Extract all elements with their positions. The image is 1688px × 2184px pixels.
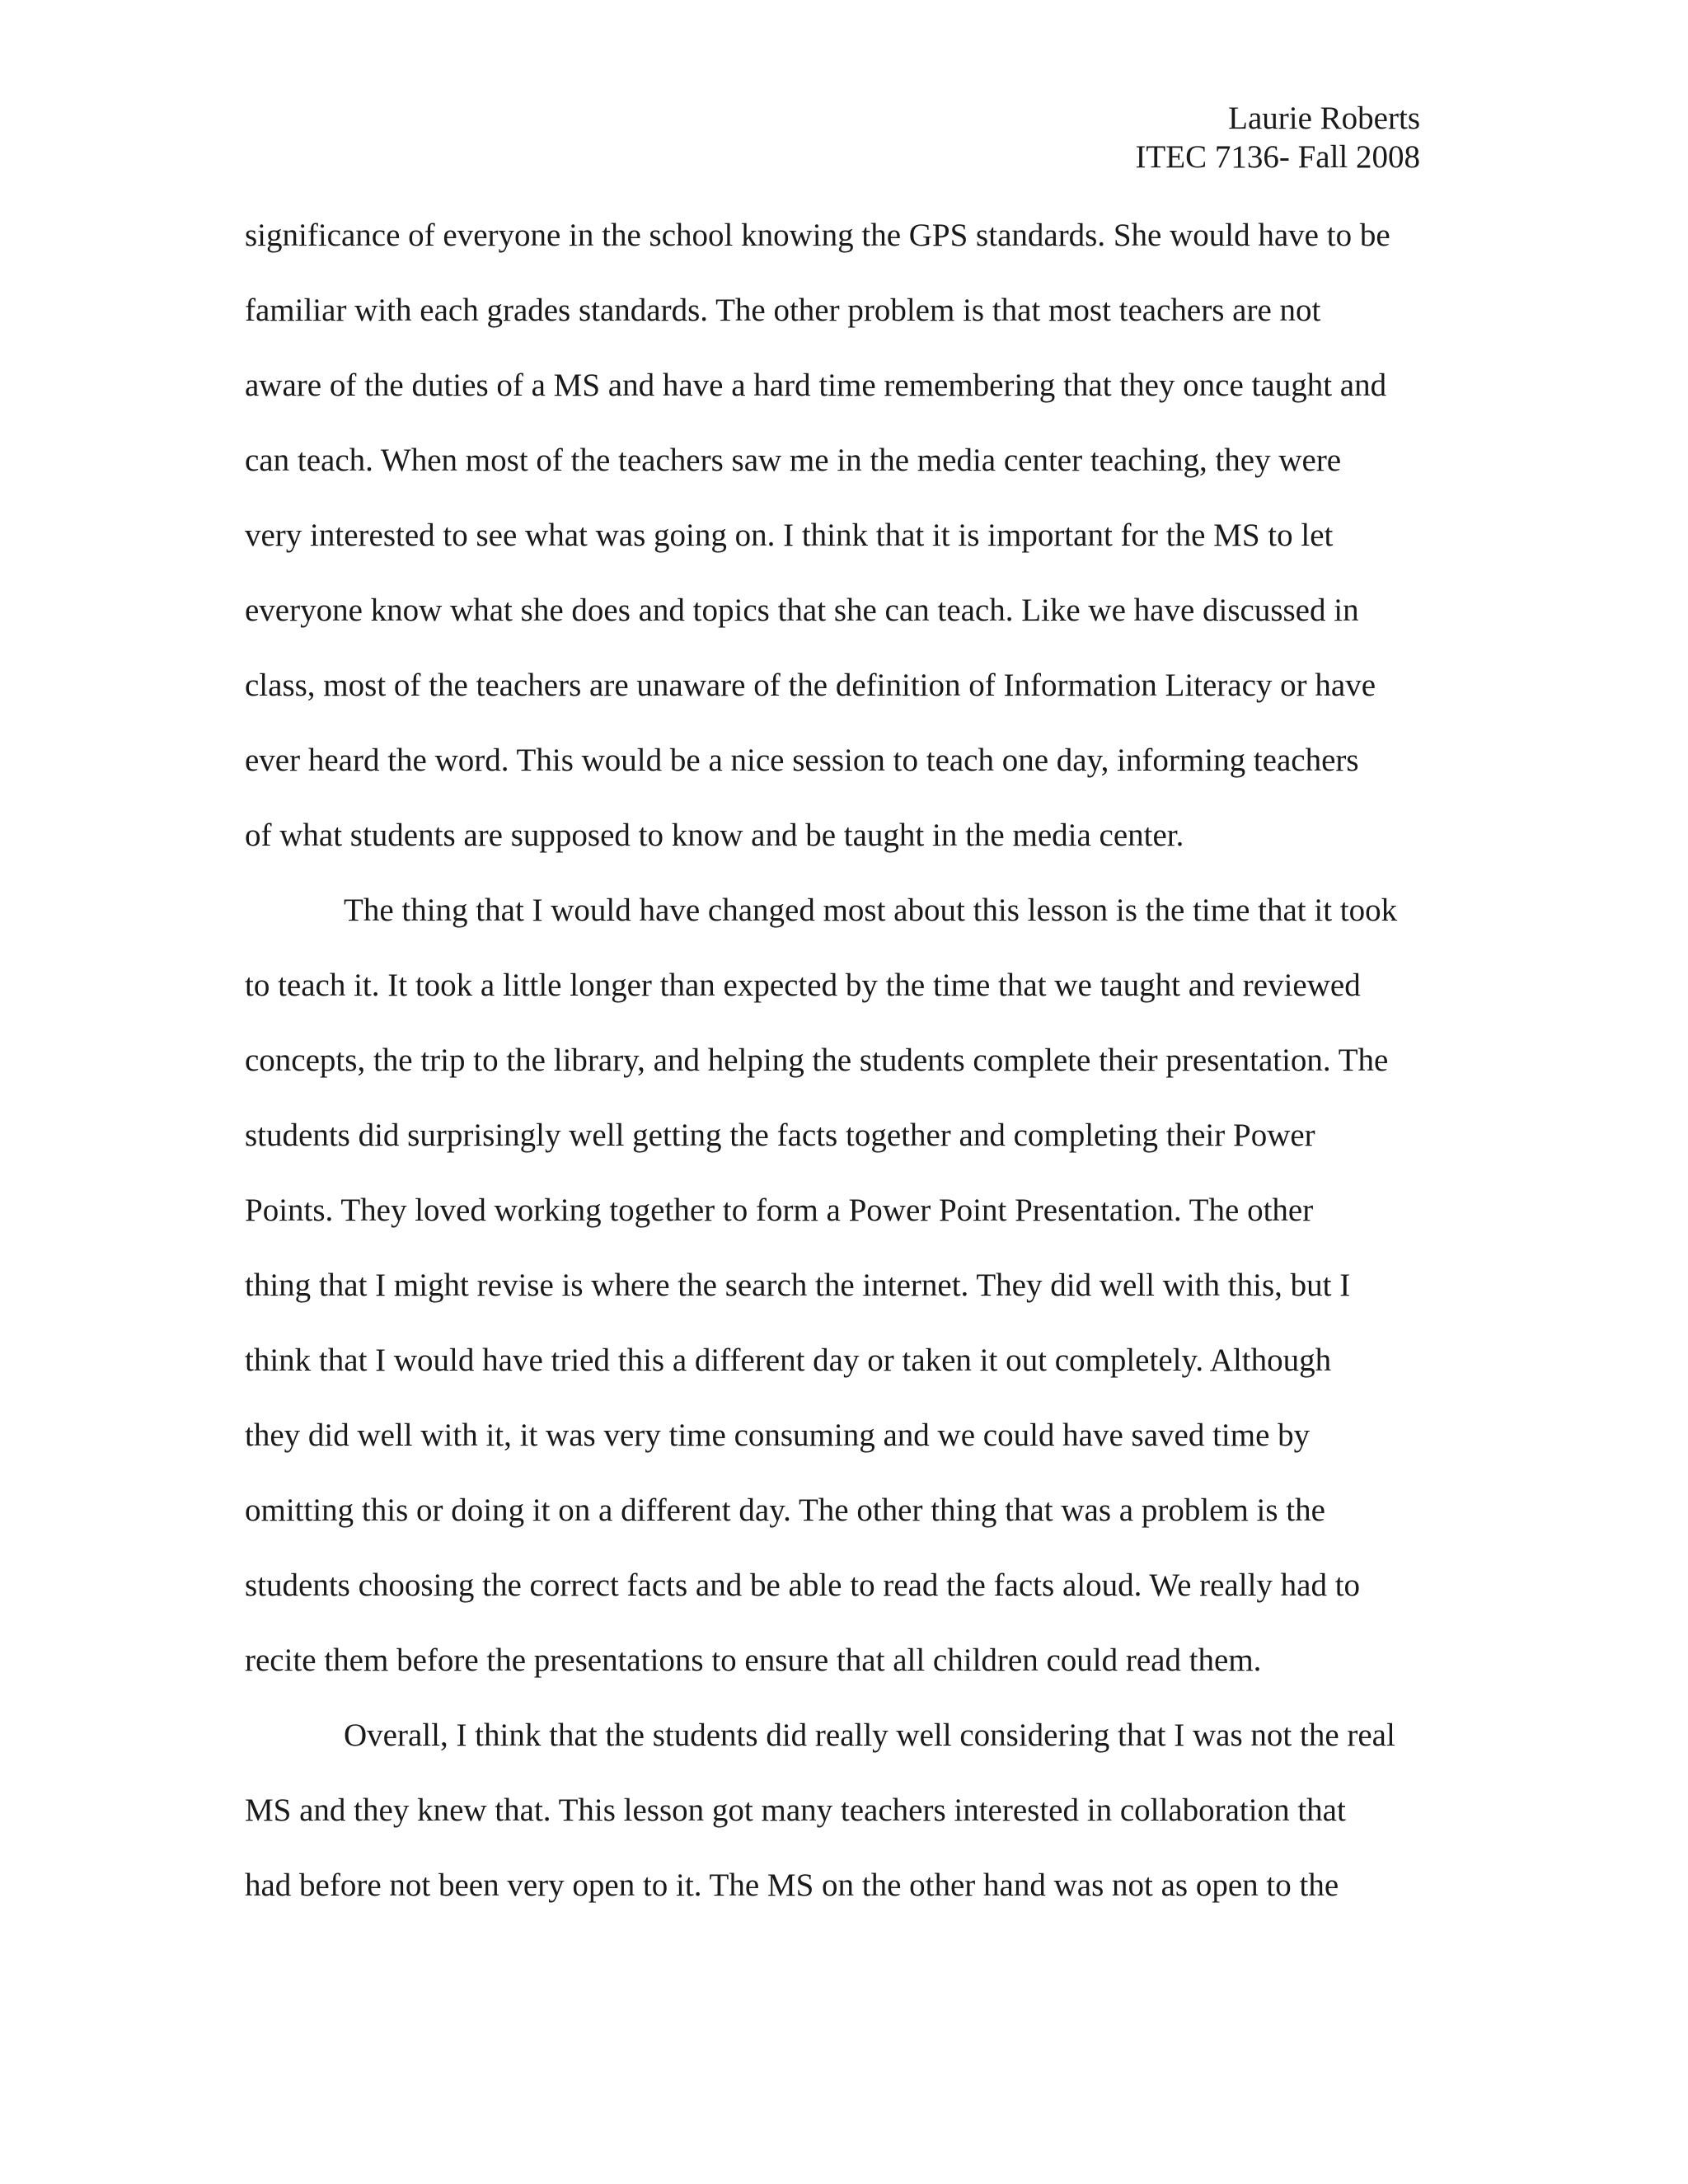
body-line: aware of the duties of a MS and have a hard time remembering that they once taught and — [245, 368, 1387, 403]
document-body — [245, 198, 1423, 1923]
body-line: recite them before the presentations to ensure that all children could read them. — [245, 1643, 1262, 1678]
body-line: to teach it. It took a little longer than expected by the time that we taught and reviewed — [245, 968, 1361, 1003]
paragraph-start-line: The thing that I would have changed most about this lesson is the time that it took — [344, 893, 1398, 928]
body-line: ever heard the word. This would be a nice session to teach one day, informing teachers — [245, 743, 1359, 778]
body-line: familiar with each grades standards. The other problem is that most teachers are not — [245, 293, 1321, 328]
body-line: of what students are supposed to know and be taught in the media center. — [245, 818, 1184, 853]
body-line: they did well with it, it was very time consuming and we could have saved time by — [245, 1418, 1311, 1453]
body-line: students choosing the correct facts and be able to read the facts aloud. We really had to — [245, 1568, 1361, 1603]
body-line: significance of everyone in the school knowing the GPS standards. She would have to be — [245, 218, 1390, 253]
body-line: concepts, the trip to the library, and helping the students complete their presentation. The — [245, 1043, 1389, 1078]
body-line: omitting this or doing it on a different day. The other thing that was a problem is the — [245, 1493, 1325, 1528]
body-line: very interested to see what was going on. I think that it is important for the MS to let — [245, 518, 1334, 553]
course-info: ITEC 7136- Fall 2008 — [1135, 139, 1420, 175]
body-line: thing that I might revise is where the search the internet. They did well with this, but I — [245, 1268, 1351, 1303]
body-line: everyone know what she does and topics that she can teach. Like we have discussed in — [245, 593, 1359, 628]
author-name: Laurie Roberts — [1228, 101, 1420, 136]
body-line: students did surprisingly well getting the facts together and completing their Power — [245, 1118, 1315, 1153]
body-line: class, most of the teachers are unaware of the definition of Information Literacy or have — [245, 668, 1376, 703]
page-header — [1135, 99, 1420, 176]
body-line: MS and they knew that. This lesson got many teachers interested in collaboration that — [245, 1793, 1346, 1828]
paragraph-start-line: Overall, I think that the students did really well considering that I was not the real — [344, 1718, 1395, 1753]
body-line: Points. They loved working together to form a Power Point Presentation. The other — [245, 1193, 1314, 1228]
body-line: can teach. When most of the teachers saw me in the media center teaching, they were — [245, 443, 1342, 478]
body-line: had before not been very open to it. The MS on the other hand was not as open to the — [245, 1868, 1339, 1903]
body-line: think that I would have tried this a different day or taken it out completely. Although — [245, 1343, 1332, 1378]
